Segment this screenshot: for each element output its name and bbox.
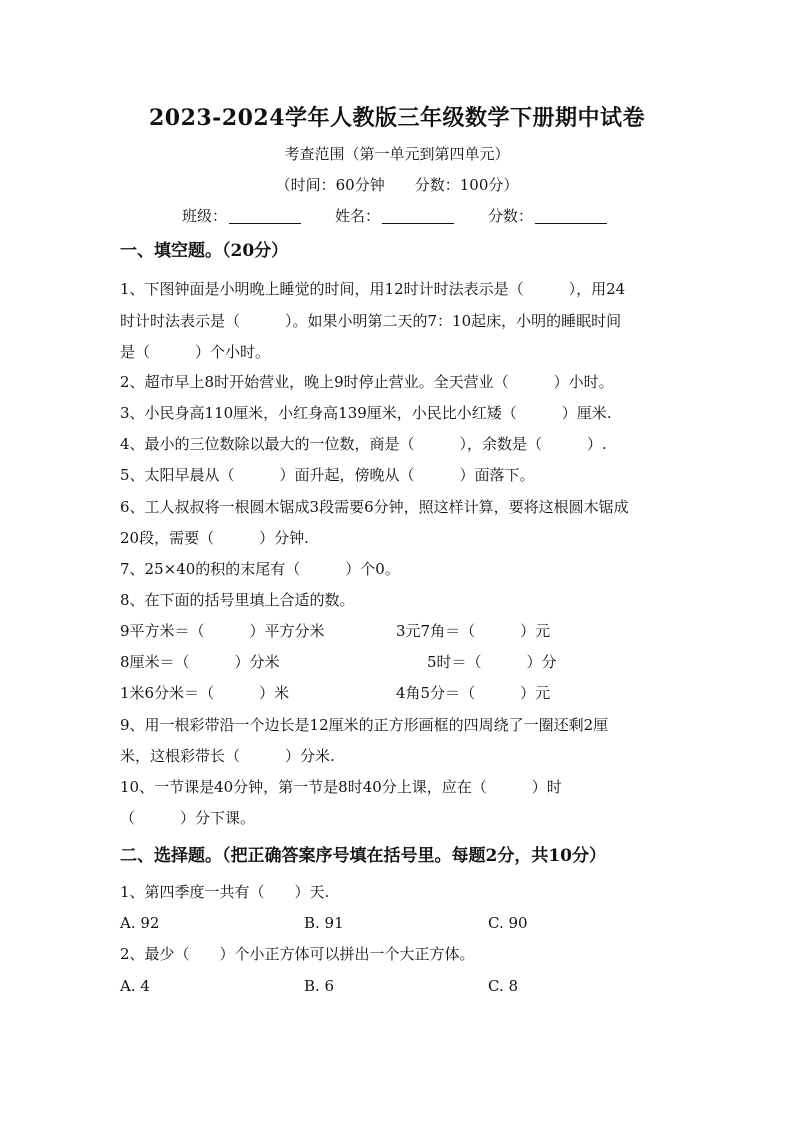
question-line: 6、工人叔叔将一根圆木锯成3段需要6分钟，照这样计算，要将这根圆木锯成 [120,498,629,516]
conversion-left: 9平方米＝（ ）平方分米 [120,622,325,640]
choice-option-b[interactable]: B. 6 [304,977,335,995]
class-blank[interactable] [229,207,301,224]
question-line: 1、下图钟面是小明晚上睡觉的时间，用12时计时法表示是（ ），用24 [120,280,626,298]
name-field [335,205,454,227]
name-blank[interactable] [382,207,454,224]
choice-question-stem: 2、最少（ ）个小正方体可以拼出一个大正方体。 [120,945,475,963]
conversion-right: 5时＝（ ）分 [427,653,557,671]
conversion-left: 1米6分米＝（ ）米 [120,684,290,702]
question-line: 5、太阳早晨从（ ）面升起，傍晚从（ ）面落下。 [120,466,535,484]
question-line: 20段，需要（ ）分钟. [120,529,309,547]
question-line: 10、一节课是40分钟，第一节是8时40分上课，应在（ ）时 [120,778,562,796]
question-line: 米，这根彩带长（ ）分米. [120,747,335,765]
choice-option-c[interactable]: C. 90 [488,914,528,932]
conversion-left: 8厘米＝（ ）分米 [120,653,280,671]
question-line: 是（ ）个小时。 [120,343,271,361]
class-label: 班级： [182,207,228,225]
section2-heading: 二、选择题。（把正确答案序号填在括号里。每题2分，共10分） [120,846,606,866]
choice-option-b[interactable]: B. 91 [304,914,344,932]
choice-question-stem: 1、第四季度一共有（ ）天. [120,883,330,901]
page-title: 2023-2024学年人教版三年级数学下册期中试卷 [148,105,646,131]
question-line: 9、用一根彩带沿一个边长是12厘米的正方形画框的四周绕了一圈还剩2厘 [120,716,609,734]
exam-time-score: （时间：60分钟 分数：100分） [275,176,519,194]
score-label: 分数： [488,207,534,225]
choice-option-a[interactable]: A. 4 [120,977,150,995]
question-line: 8、在下面的括号里填上合适的数。 [120,591,355,609]
score-field [488,205,607,227]
conversion-right: 3元7角＝（ ）元 [396,622,551,640]
conversion-right: 4角5分＝（ ）元 [396,684,551,702]
exam-scope: 考查范围（第一单元到第四单元） [284,145,510,163]
question-line: 4、最小的三位数除以最大的一位数，商是（ ），余数是（ ）. [120,435,607,453]
score-blank[interactable] [535,207,607,224]
question-line: 3、小民身高110厘米，小红身高139厘米，小民比小红矮（ ）厘米. [120,404,612,422]
choice-option-c[interactable]: C. 8 [488,977,519,995]
name-label: 姓名： [335,207,381,225]
question-line: 7、25×40的积的末尾有（ ）个0。 [120,560,400,578]
question-line: 时计时法表示是（ ）。如果小明第二天的7：10起床，小明的睡眠时间 [120,312,622,330]
question-line: （ ）分下课。 [120,809,256,827]
question-line: 2、超市早上8时开始营业，晚上9时停止营业。全天营业（ ）小时。 [120,373,614,391]
section1-heading: 一、填空题。（20分） [120,241,289,261]
choice-option-a[interactable]: A. 92 [120,914,160,932]
class-field [182,205,301,227]
